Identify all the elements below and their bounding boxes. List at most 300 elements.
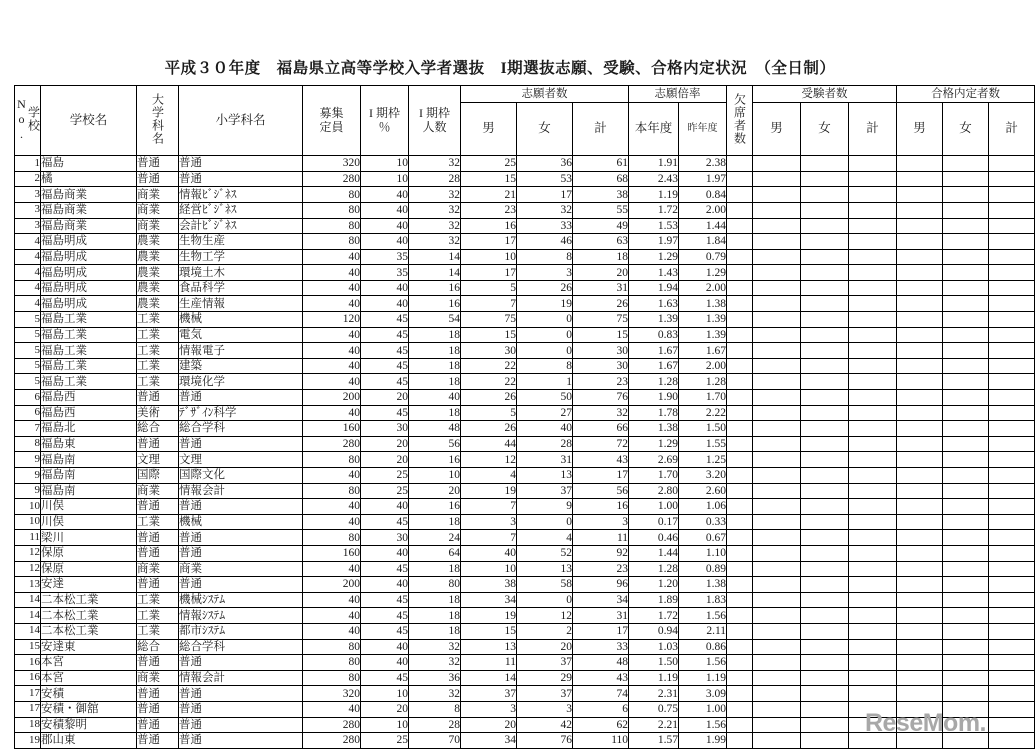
cell-no: 14 [15,623,41,639]
cell-major: 商業 [137,561,179,577]
cell-accepted-total [989,327,1035,343]
cell-examinees-total [849,249,897,265]
cell-school: 福島工業 [41,358,137,374]
cell-examinees-total [849,280,897,296]
cell-quota-num: 18 [409,623,461,639]
cell-examinees-total [849,312,897,328]
cell-app-f: 8 [517,358,573,374]
cell-quota-num: 18 [409,561,461,577]
cell-examinees-male [753,296,801,312]
cell-minor: 生物工学 [179,249,303,265]
cell-app-t: 30 [573,358,629,374]
cell-examinees-male [753,343,801,359]
cell-absentees [727,655,753,671]
cell-capacity: 80 [303,218,361,234]
cell-minor: 普通 [179,701,303,717]
cell-app-t: 49 [573,218,629,234]
table-row [15,670,1035,686]
cell-app-m: 13 [461,639,517,655]
cell-absentees [727,327,753,343]
cell-app-f: 1 [517,374,573,390]
cell-ratio-now: 1.72 [629,608,679,624]
cell-accepted-female [943,249,989,265]
cell-accepted-total [989,312,1035,328]
cell-accepted-total [989,249,1035,265]
cell-major: 工業 [137,358,179,374]
cell-capacity: 80 [303,452,361,468]
cell-accepted-total [989,390,1035,406]
cell-app-f: 0 [517,514,573,530]
cell-examinees-female [801,249,849,265]
cell-app-m: 26 [461,390,517,406]
cell-app-f: 4 [517,530,573,546]
cell-quota-pct: 30 [361,421,409,437]
cell-ratio-prev: 3.20 [679,468,727,484]
cell-quota-num: 18 [409,327,461,343]
cell-accepted-female [943,655,989,671]
cell-examinees-female [801,701,849,717]
header-examinees-total: 計 [849,102,897,156]
cell-ratio-now: 1.67 [629,358,679,374]
cell-accepted-female [943,561,989,577]
cell-accepted-total [989,296,1035,312]
cell-app-t: 48 [573,655,629,671]
header-quota-percent-line1: I 期枠 [369,105,400,120]
cell-quota-num: 18 [409,358,461,374]
cell-major: 農業 [137,249,179,265]
cell-examinees-male [753,577,801,593]
table-row [15,171,1035,187]
header-ratio-last-year: 昨年度 [679,102,727,156]
cell-school: 福島明成 [41,234,137,250]
cell-accepted-female [943,421,989,437]
cell-school: 福島明成 [41,249,137,265]
cell-quota-pct: 45 [361,623,409,639]
cell-quota-num: 54 [409,312,461,328]
cell-capacity: 40 [303,592,361,608]
cell-quota-num: 32 [409,156,461,172]
cell-minor: 普通 [179,530,303,546]
table-row [15,296,1035,312]
cell-absentees [727,701,753,717]
cell-no: 5 [15,312,41,328]
cell-accepted-male [897,156,943,172]
cell-ratio-now: 1.89 [629,592,679,608]
cell-minor: 普通 [179,171,303,187]
cell-capacity: 280 [303,171,361,187]
cell-accepted-total [989,218,1035,234]
cell-accepted-female [943,405,989,421]
cell-ratio-now: 1.00 [629,499,679,515]
table-row [15,499,1035,515]
cell-major: 商業 [137,670,179,686]
cell-absentees [727,374,753,390]
cell-examinees-total [849,655,897,671]
table-row [15,374,1035,390]
cell-examinees-female [801,686,849,702]
cell-major: 普通 [137,717,179,733]
cell-ratio-now: 1.50 [629,655,679,671]
cell-quota-pct: 40 [361,639,409,655]
cell-ratio-prev: 2.22 [679,405,727,421]
header-capacity-line1: 募集 [319,105,344,120]
cell-ratio-prev: 1.97 [679,171,727,187]
cell-app-m: 7 [461,530,517,546]
cell-quota-pct: 40 [361,218,409,234]
cell-ratio-prev: 1.50 [679,421,727,437]
cell-ratio-now: 1.19 [629,187,679,203]
cell-quota-num: 18 [409,592,461,608]
cell-accepted-total [989,499,1035,515]
cell-app-m: 44 [461,436,517,452]
cell-minor: 都市ｼｽﾃﾑ [179,623,303,639]
cell-accepted-female [943,499,989,515]
cell-ratio-now: 1.97 [629,234,679,250]
cell-accepted-total [989,655,1035,671]
cell-absentees [727,530,753,546]
cell-accepted-female [943,343,989,359]
cell-major: 工業 [137,374,179,390]
cell-accepted-total [989,530,1035,546]
cell-app-m: 15 [461,623,517,639]
cell-capacity: 320 [303,156,361,172]
cell-capacity: 40 [303,249,361,265]
cell-major: 工業 [137,592,179,608]
cell-quota-num: 8 [409,701,461,717]
cell-quota-pct: 10 [361,156,409,172]
cell-no: 10 [15,514,41,530]
cell-app-t: 3 [573,514,629,530]
cell-major: 普通 [137,156,179,172]
cell-app-f: 20 [517,639,573,655]
cell-accepted-total [989,202,1035,218]
cell-accepted-total [989,187,1035,203]
cell-accepted-male [897,390,943,406]
table-row [15,202,1035,218]
cell-examinees-male [753,686,801,702]
cell-capacity: 40 [303,499,361,515]
cell-major: 工業 [137,327,179,343]
cell-app-t: 23 [573,561,629,577]
cell-examinees-male [753,452,801,468]
header-quota-number [409,86,461,156]
cell-major: 普通 [137,733,179,749]
cell-app-f: 33 [517,218,573,234]
table-row [15,280,1035,296]
cell-ratio-prev: 1.25 [679,452,727,468]
cell-accepted-male [897,280,943,296]
cell-app-m: 3 [461,514,517,530]
cell-examinees-total [849,374,897,390]
cell-examinees-total [849,499,897,515]
cell-major: 総合 [137,421,179,437]
cell-ratio-prev: 1.28 [679,374,727,390]
header-major-dept: 大学科名 [137,86,179,156]
cell-minor: 普通 [179,686,303,702]
cell-absentees [727,686,753,702]
cell-examinees-female [801,202,849,218]
cell-minor: 普通 [179,655,303,671]
cell-minor: 国際文化 [179,468,303,484]
cell-absentees [727,187,753,203]
cell-quota-pct: 35 [361,265,409,281]
cell-minor: 情報ｼｽﾃﾑ [179,608,303,624]
table-row [15,514,1035,530]
cell-ratio-now: 1.29 [629,249,679,265]
cell-accepted-total [989,623,1035,639]
cell-school: 保原 [41,561,137,577]
table-row [15,249,1035,265]
cell-ratio-now: 1.20 [629,577,679,593]
cell-app-f: 9 [517,499,573,515]
cell-ratio-now: 1.44 [629,545,679,561]
cell-capacity: 40 [303,468,361,484]
cell-accepted-total [989,436,1035,452]
cell-examinees-male [753,265,801,281]
cell-accepted-female [943,156,989,172]
cell-examinees-male [753,468,801,484]
cell-ratio-prev: 0.86 [679,639,727,655]
cell-examinees-male [753,312,801,328]
cell-ratio-prev: 0.79 [679,249,727,265]
cell-accepted-total [989,343,1035,359]
cell-app-f: 2 [517,623,573,639]
cell-accepted-total [989,561,1035,577]
cell-app-m: 5 [461,280,517,296]
cell-capacity: 160 [303,545,361,561]
cell-school: 福島工業 [41,343,137,359]
cell-capacity: 280 [303,436,361,452]
cell-no: 11 [15,530,41,546]
header-accepted-male: 男 [897,102,943,156]
cell-examinees-female [801,655,849,671]
cell-app-t: 20 [573,265,629,281]
cell-accepted-male [897,343,943,359]
cell-quota-pct: 20 [361,436,409,452]
cell-accepted-total [989,592,1035,608]
cell-accepted-male [897,358,943,374]
cell-capacity: 40 [303,343,361,359]
cell-accepted-male [897,452,943,468]
cell-absentees [727,436,753,452]
cell-app-t: 18 [573,249,629,265]
cell-no: 17 [15,701,41,717]
cell-app-m: 17 [461,234,517,250]
cell-examinees-total [849,234,897,250]
cell-accepted-total [989,171,1035,187]
cell-capacity: 80 [303,234,361,250]
cell-school: 福島 [41,156,137,172]
cell-no: 5 [15,358,41,374]
cell-no: 5 [15,343,41,359]
cell-no: 18 [15,717,41,733]
cell-ratio-prev: 1.29 [679,265,727,281]
cell-capacity: 200 [303,390,361,406]
cell-app-t: 34 [573,592,629,608]
cell-minor: 生物生産 [179,234,303,250]
cell-quota-num: 16 [409,499,461,515]
header-quota-number-line2: 人数 [422,119,447,134]
cell-ratio-prev: 1.56 [679,655,727,671]
cell-quota-pct: 25 [361,733,409,749]
cell-no: 2 [15,171,41,187]
cell-examinees-total [849,483,897,499]
cell-examinees-total [849,405,897,421]
cell-app-f: 37 [517,655,573,671]
cell-app-t: 96 [573,577,629,593]
cell-ratio-now: 1.90 [629,390,679,406]
cell-accepted-total [989,483,1035,499]
cell-accepted-female [943,514,989,530]
cell-quota-num: 10 [409,468,461,484]
cell-accepted-total [989,717,1035,733]
cell-school: 福島工業 [41,312,137,328]
cell-accepted-male [897,234,943,250]
cell-app-f: 42 [517,717,573,733]
cell-app-t: 23 [573,374,629,390]
cell-accepted-female [943,327,989,343]
cell-examinees-female [801,608,849,624]
cell-accepted-female [943,171,989,187]
cell-quota-num: 80 [409,577,461,593]
cell-examinees-female [801,358,849,374]
cell-examinees-female [801,670,849,686]
cell-app-f: 28 [517,436,573,452]
cell-no: 15 [15,639,41,655]
cell-no: 9 [15,483,41,499]
cell-major: 工業 [137,514,179,530]
cell-absentees [727,452,753,468]
cell-examinees-female [801,312,849,328]
cell-no: 9 [15,468,41,484]
cell-accepted-female [943,623,989,639]
cell-capacity: 40 [303,280,361,296]
cell-app-f: 31 [517,452,573,468]
cell-accepted-total [989,265,1035,281]
cell-no: 17 [15,686,41,702]
cell-school: 福島工業 [41,374,137,390]
cell-no: 7 [15,421,41,437]
cell-accepted-female [943,218,989,234]
header-applicants-female: 女 [517,102,573,156]
cell-examinees-female [801,436,849,452]
cell-ratio-prev: 1.84 [679,234,727,250]
table-row [15,405,1035,421]
cell-app-m: 16 [461,218,517,234]
header-ratio-group: 志願倍率 [629,86,727,103]
cell-examinees-female [801,265,849,281]
cell-major: 工業 [137,312,179,328]
cell-quota-num: 20 [409,483,461,499]
cell-examinees-male [753,545,801,561]
cell-app-f: 52 [517,545,573,561]
cell-capacity: 40 [303,701,361,717]
cell-accepted-male [897,312,943,328]
cell-no: 4 [15,296,41,312]
cell-examinees-female [801,545,849,561]
cell-quota-pct: 40 [361,499,409,515]
cell-app-f: 0 [517,343,573,359]
cell-absentees [727,592,753,608]
cell-accepted-total [989,639,1035,655]
cell-app-f: 0 [517,592,573,608]
cell-accepted-male [897,639,943,655]
cell-capacity: 280 [303,733,361,749]
cell-minor: 機械 [179,312,303,328]
cell-app-t: 56 [573,483,629,499]
cell-capacity: 40 [303,405,361,421]
cell-capacity: 120 [303,312,361,328]
cell-ratio-now: 1.19 [629,670,679,686]
header-examinees-male: 男 [753,102,801,156]
cell-examinees-female [801,280,849,296]
cell-minor: 生産情報 [179,296,303,312]
cell-quota-num: 16 [409,452,461,468]
cell-app-f: 13 [517,468,573,484]
cell-quota-num: 32 [409,639,461,655]
cell-quota-num: 14 [409,249,461,265]
cell-app-f: 12 [517,608,573,624]
cell-app-t: 75 [573,312,629,328]
cell-quota-num: 40 [409,390,461,406]
cell-app-t: 31 [573,608,629,624]
cell-examinees-total [849,421,897,437]
cell-app-t: 66 [573,421,629,437]
cell-quota-pct: 30 [361,530,409,546]
cell-quota-num: 18 [409,514,461,530]
cell-minor: 機械 [179,514,303,530]
cell-examinees-total [849,686,897,702]
cell-school: 二本松工業 [41,608,137,624]
cell-accepted-total [989,514,1035,530]
table-row [15,686,1035,702]
cell-accepted-total [989,545,1035,561]
cell-ratio-now: 1.91 [629,156,679,172]
cell-accepted-total [989,686,1035,702]
cell-absentees [727,202,753,218]
cell-app-f: 32 [517,202,573,218]
cell-school: 保原 [41,545,137,561]
cell-examinees-male [753,717,801,733]
cell-school: 福島南 [41,483,137,499]
cell-examinees-total [849,608,897,624]
table-row [15,327,1035,343]
cell-school: 福島工業 [41,327,137,343]
cell-ratio-now: 1.39 [629,312,679,328]
cell-minor: 普通 [179,577,303,593]
cell-school: 本宮 [41,670,137,686]
cell-examinees-male [753,374,801,390]
cell-examinees-female [801,218,849,234]
cell-accepted-male [897,374,943,390]
cell-examinees-female [801,296,849,312]
cell-ratio-prev: 1.67 [679,343,727,359]
table-row [15,343,1035,359]
cell-ratio-prev: 1.06 [679,499,727,515]
table-row [15,390,1035,406]
cell-accepted-female [943,296,989,312]
cell-ratio-prev: 1.44 [679,218,727,234]
cell-school: 福島明成 [41,296,137,312]
cell-major: 普通 [137,686,179,702]
cell-quota-pct: 35 [361,249,409,265]
cell-examinees-male [753,483,801,499]
cell-major: 普通 [137,701,179,717]
cell-ratio-now: 1.28 [629,374,679,390]
cell-quota-num: 18 [409,374,461,390]
cell-ratio-prev: 1.55 [679,436,727,452]
cell-app-f: 37 [517,686,573,702]
